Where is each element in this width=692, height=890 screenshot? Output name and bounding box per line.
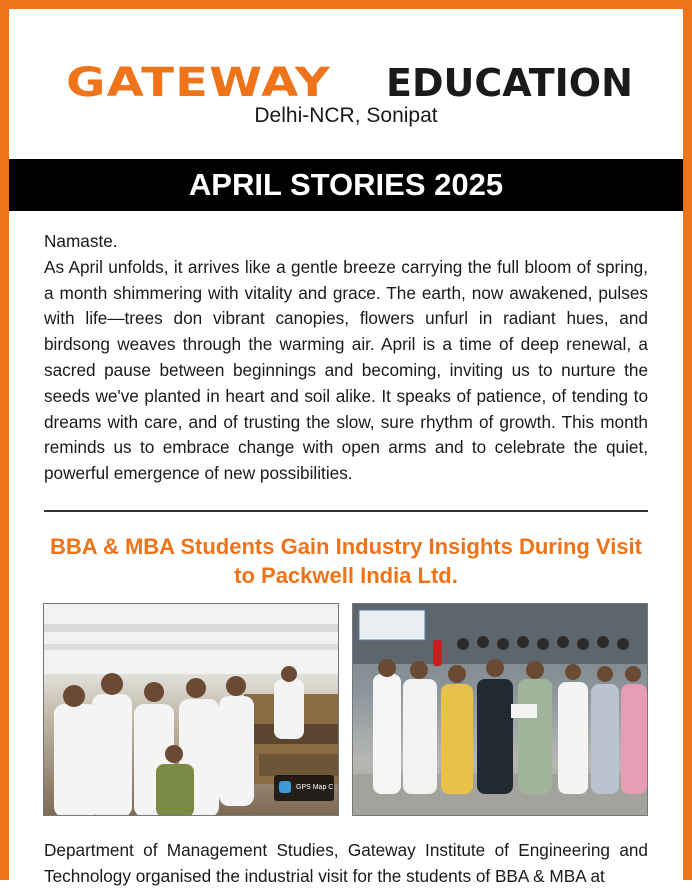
brand-primary: GATEWAY	[66, 60, 331, 106]
location-subtitle: Delhi-NCR, Sonipat	[254, 104, 438, 127]
gps-map-badge: GPS Map C	[274, 775, 334, 801]
page-title-banner: APRIL STORIES 2025	[9, 159, 683, 211]
photo-2-scene	[353, 604, 648, 816]
industrial-visit-photo-1	[43, 603, 339, 816]
intro-paragraph: As April unfolds, it arrives like a gentle breeze carrying the full bloom of spring, a month shimmering with vitality and grace. The earth, now awakened, pulses with life—trees don vibrant canopies, flowers unfurl in radiant hues, and birdsong weaves through the warming air. April is a time of deep renewal, a sacred pause between beginnings and becoming, inviting us to nurture the seeds we've planted in heart and soil alike. It speaks of patience, of tending to dreams with care, and of trusting the slow, sure rhythm of growth. This month reminds us to embrace change with open arms and to celebrate the quiet, powerful emergence of new possibilities.	[44, 256, 648, 484]
industrial-visit-photo-2	[352, 603, 648, 816]
intro-section	[44, 229, 648, 487]
brand-logo	[66, 60, 633, 106]
section-divider	[44, 510, 648, 512]
brand-secondary: EDUCATION	[386, 61, 633, 105]
article-body: Department of Management Studies, Gateway Institute of Engineering and Technology organised the industrial visit for the students of BBA & MBA at	[44, 840, 648, 886]
article-title: BBA & MBA Students Gain Industry Insights During Visit to Packwell India Ltd.	[50, 534, 642, 588]
greeting: Namaste.	[44, 231, 118, 251]
